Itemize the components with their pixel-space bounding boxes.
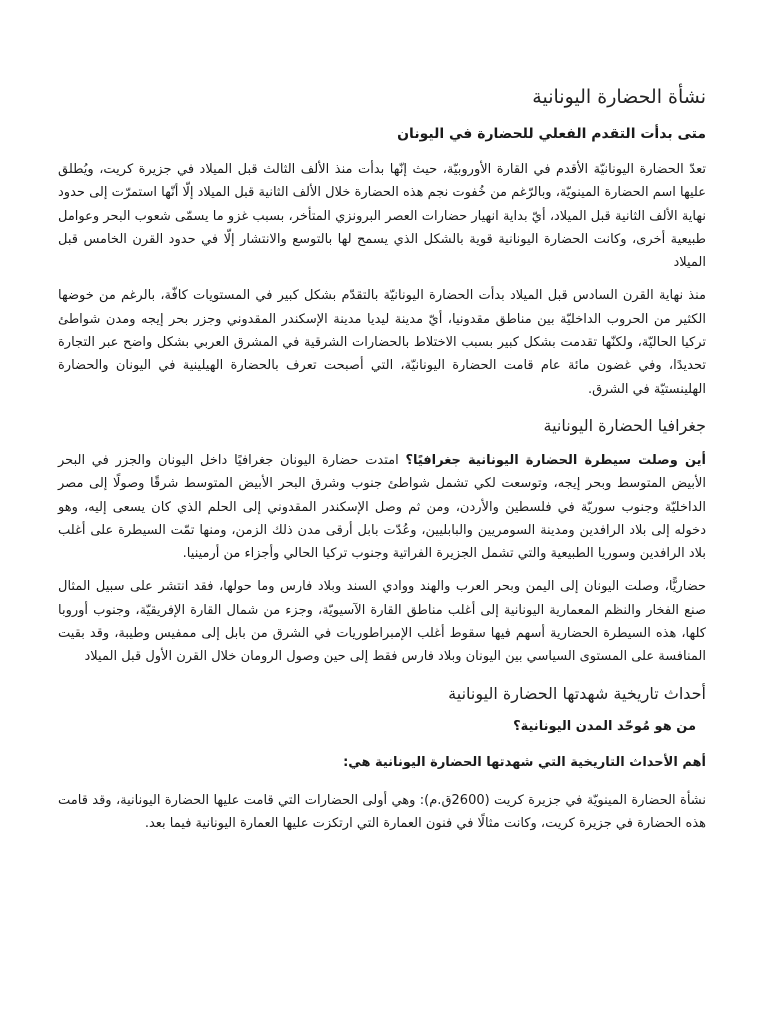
document-page [58, 84, 706, 845]
paragraph-origins: تعدّ الحضارة اليونانيّة الأقدم في القارة الأوروبيّة، حيث إنّها بدأت منذ الألف الثالث قبل الميلاد في جزيرة كريت، ويُطلق عليها اسم الحضارة المينويّة، وبالرّغم من خُفوت نجم هذه الحضارة خلال الألف الثانية قبل الميلاد إلّا أنّها استمرّت إلى حدود نهاية الألف الثانية قبل الميلاد، أيّ بداية انهيار حضارات العصر البرونزي المتأخر، بسبب غزو ما يسمّى شعوب البحر وعوامل طبيعية أخرى، وكانت الحضارة اليونانية قوية بالشكل الذي يسمح لها بالتوسع والانتشار إلّا في حدود القرن الخامس قبل الميلاد [58, 162, 706, 271]
page-title: نشأة الحضارة اليونانية [532, 86, 706, 108]
paragraph-minoan: نشأة الحضارة المينويّة في جزيرة كريت (2600ق.م): وهي أولى الحضارات التي قامت عليها الحضارة اليونانية، وقد قامت هذه الحضارة في جزيرة كريت، وكانت مثالًا في فنون العمارة التي ارتكزت عليها العمارة اليونانية فيما بعد. [58, 792, 707, 831]
section-subheading-progress: متى بدأت التقدم الفعلي للحضارة في اليونان [397, 126, 706, 142]
paragraph-civilizational-reach: حضاريًّا، وصلت اليونان إلى اليمن وبحر العرب والهند ووادي السند وبلاد فارس وما حولها، فقد انتشر على سبيل المثال صنع الفخار والنظم المعمارية اليونانية إلى أغلب مناطق القارة الآسيويّة، وجزء من شمال القارة الإفريقيّة، وجنوب أوروبا كلها، هذه السيطرة الحضارية أسهم فيها سقوط أغلب الإمبراطوريات في الشرق من بابل إلى ممفيس وطيبة، وقد بقيت المنافسة على المستوى السياسي بين اليونان وبلاد فارس فقط إلى حين وصول الرومان خلال القرن الأول قبل الميلاد [58, 579, 706, 665]
paragraph-geography-lead: أين وصلت سيطرة الحضارة اليونانية جغرافيًا؟ [405, 452, 706, 468]
paragraph-progress: منذ نهاية القرن السادس قبل الميلاد بدأت الحضارة اليونانيّة بالتقدّم بشكل كبير في المستويات كافّة، بالرغم من خوضها الكثير من الحروب الداخليّة بين مناطق مقدونيا، أيّ مدينة ليديا مدينة الإسكندر المقدوني وجزر بحر إيجه ومدن شواطئ تركيا الحاليّة، ولكنّها تقدمت بشكل كبير بسبب الاختلاط بالحضارات الشرقية في المشرق العربي بشكل واضح عبر التجارة تحديدًا، وفي غضون مائة عام قامت الحضارة اليونانيّة، التي أصبحت تعرف بالحضارة الهيلينية في اليونان والحضارة الهلينستيّة في الشرق. [58, 288, 706, 397]
section-heading-events: أحداث تاريخية شهدتها الحضارة اليونانية [448, 683, 706, 703]
question-unifier: من هو مُوحّد المدن اليونانية؟ [513, 718, 696, 734]
paragraph-geography-body: امتدت حضارة اليونان جغرافيًا داخل اليونان والجزر في البحر الأبيض المتوسط وبحر إيجه، وتوسعت لكي تشمل شواطئ جنوب وشرق البحر الأبيض المتوسط شرقًا وصولًا إلى مصر الداخليّة وجنوب سوريّة في فلسطين والأردن، ومن ثم وصل الإسكندر المقدوني إلى الحلم الذي كان يسعى إليه، وهو دخوله إلى بلاد الرافدين ومدينة السومريين والبابليين، وعُدّت بابل أرقى مدن ذلك الزمن، ومنها تمّت السيطرة على أغلب بلاد الرافدين وسوريا الطبيعية والتي تشمل الجزيرة الفراتية وجنوب تركيا الحالي وأجزاء من أرمينيا. [58, 452, 706, 562]
section-heading-geography: جغرافيا الحضارة اليونانية [543, 415, 706, 435]
paragraph-geography [58, 449, 706, 565]
events-lead: أهم الأحداث التاريخية التي شهدتها الحضارة اليونانية هي: [343, 754, 706, 770]
